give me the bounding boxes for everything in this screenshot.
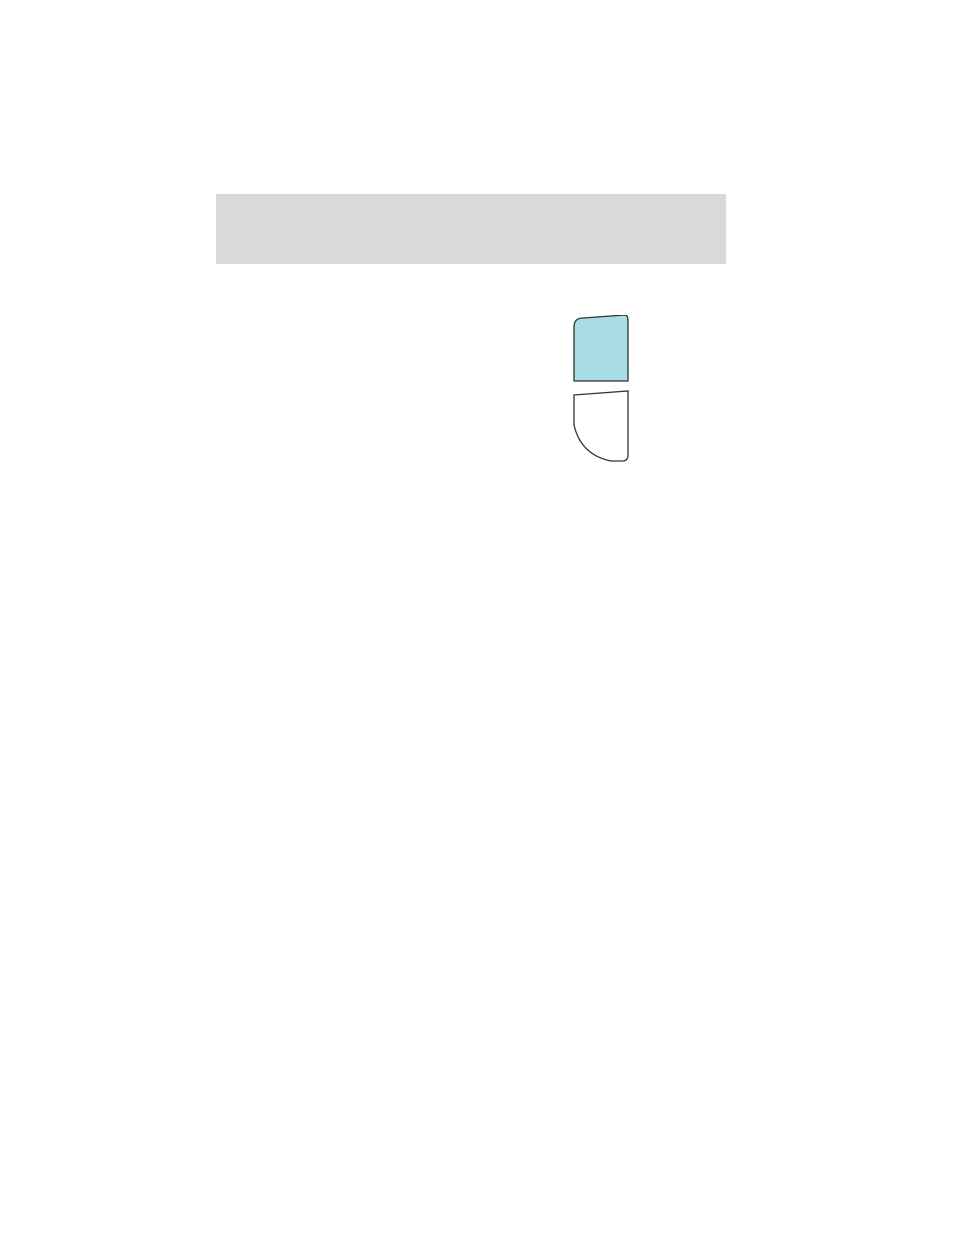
cd-button-bottom [574,391,628,461]
amfm-cd-button-icon [571,315,631,465]
page-content [216,277,726,511]
header-band [216,194,726,264]
amfm-select-section [216,289,726,499]
amfm-button-top [574,315,628,381]
